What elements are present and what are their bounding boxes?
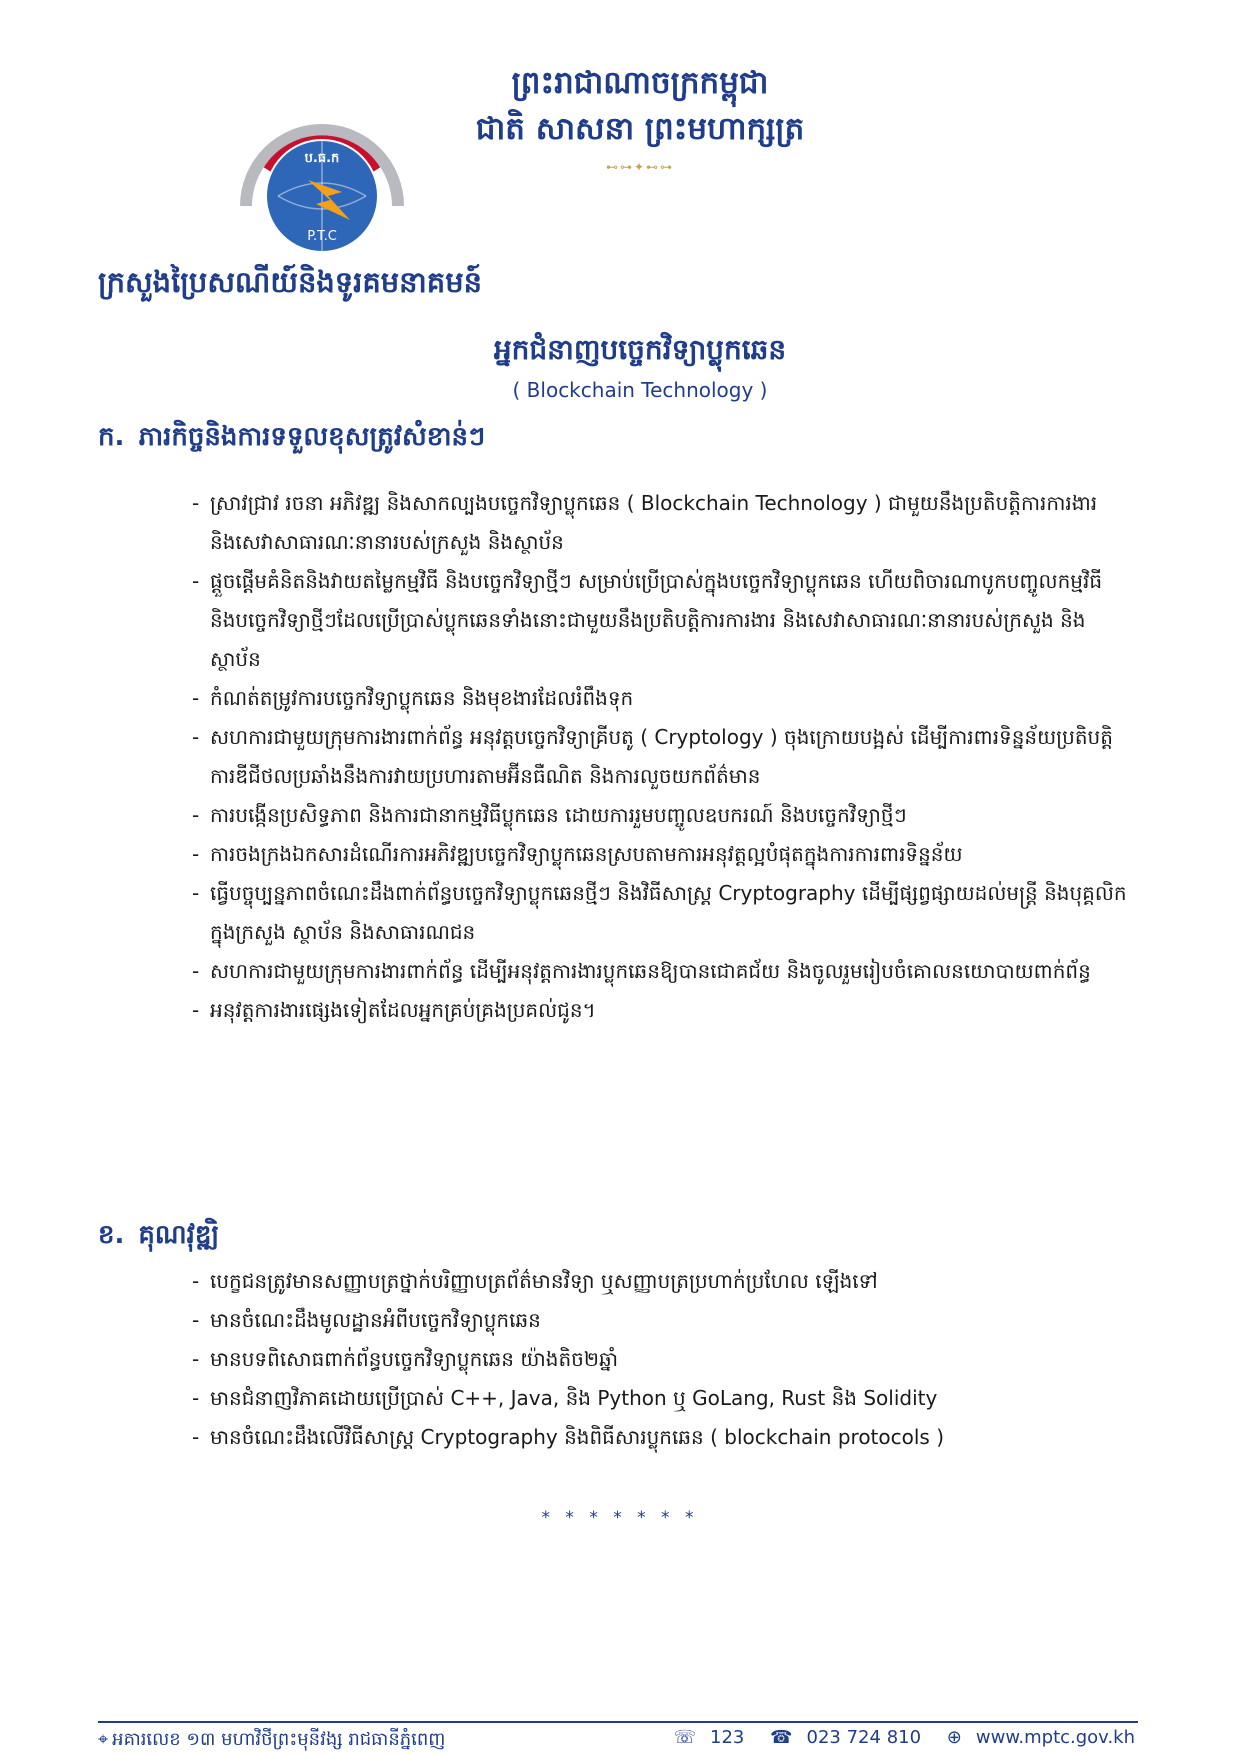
list-item: - មានបទពិសោធពាក់ព័ន្ធបច្ចេកវិទ្យាប្លុកឆេន យ៉ាងតិច២ឆ្នាំ (192, 1340, 1127, 1379)
duties-list (192, 484, 1127, 1030)
location-pin-icon: ⌖ (98, 1729, 109, 1750)
logo-text-bottom: P.T.C (307, 229, 337, 244)
list-item: - មានចំណេះដឹងលើវិធីសាស្ត្រ Cryptography និងពិធីសារប្លុកឆេន ( blockchain protocols ) (192, 1418, 1127, 1457)
title-english: ( Blockchain Technology ) (512, 378, 768, 402)
website-link[interactable]: www.mptc.gov.kh (975, 1727, 1135, 1748)
qualifications-list (192, 1262, 1127, 1457)
ministry-logo (238, 110, 406, 278)
section-title: គុណវុឌ្ឍិ (138, 1220, 220, 1250)
kingdom-motto (440, 60, 840, 174)
list-item: - កំណត់តម្រូវការបច្ចេកវិទ្យាប្លុកឆេន និងមុខងារដែលរំពឹងទុក (192, 679, 1127, 718)
section-letter: ខ. (98, 1220, 125, 1250)
hotline-icon: ☏ (673, 1727, 697, 1748)
list-item: - ផ្តួចផ្តើមគំនិតនិងវាយតម្លៃកម្មវិធី និងបច្ចេកវិទ្យាថ្មីៗ សម្រាប់ប្រើប្រាស់ក្នុងបច្ចេកវិទ្យាប្លុកឆេន ហើយពិចារណាបូកបញ្ចូលកម្មវិធី និងបច្ចេកវិទ្យាថ្មីៗដែលប្រើប្រាស់ប្លុកឆេនទាំងនោះជាមួយនឹងប្រតិបត្តិការការងារ និងសេវាសាធារណៈនានារបស់ក្រសួង និងស្ថាប័ន (192, 562, 1127, 679)
hotline-number: 123 (710, 1727, 745, 1748)
document-title (340, 330, 940, 402)
list-item: - អនុវត្តការងារផ្សេងទៀតដែលអ្នកគ្រប់គ្រងប្រគល់ជូន។ (192, 991, 1127, 1030)
list-item: - បេក្ខជនត្រូវមានសញ្ញាបត្រថ្នាក់បរិញ្ញាបត្រព័ត៌មានវិទ្យា ឬសញ្ញាបត្រប្រហាក់ប្រហែល ឡើងទៅ (192, 1262, 1127, 1301)
phone (760, 1727, 921, 1748)
logo-text-top: ប.ធ.ក (304, 151, 340, 166)
ornament-divider: ⊷⊶✦⊷⊶ (605, 160, 675, 174)
section-duties-heading (98, 420, 485, 458)
phone-number: 023 724 810 (806, 1727, 922, 1748)
list-item: - ស្រាវជ្រាវ រចនា អភិវឌ្ឍ និងសាកល្បងបច្ចេកវិទ្យាប្លុកឆេន ( Blockchain Technology ) ជាមួយនឹងប្រតិបត្តិការការងារ និងសេវាសាធារណៈនានារបស់ក្រសួង និងស្ថាប័ន (192, 484, 1127, 562)
globe-icon: ⊕ (946, 1727, 962, 1748)
list-item: - ការបង្កើនប្រសិទ្ធភាព និងការជានាកម្មវិធីប្លុកឆេន ដោយការរួមបញ្ចូលឧបករណ៍ និងបច្ចេកវិទ្យាថ្មីៗ (192, 796, 1127, 835)
kingdom-line-2: ជាតិ សាសនា ព្រះមហាក្សត្រ (475, 111, 805, 147)
footer-contacts (654, 1727, 1136, 1748)
website[interactable] (937, 1727, 1135, 1748)
list-item: - មានជំនាញវិភាគដោយប្រើប្រាស់ C++, Java, និង Python ឬ GoLang, Rust និង Solidity (192, 1379, 1127, 1418)
hotline (664, 1727, 745, 1748)
list-item: - មានចំណេះដឹងមូលដ្ឋានអំពីបច្ចេកវិទ្យាប្លុកឆេន (192, 1301, 1127, 1340)
section-letter: ក. (98, 422, 125, 452)
section-qualifications-heading (98, 1218, 219, 1256)
list-item: - សហការជាមួយក្រុមការងារពាក់ព័ន្ធ ដើម្បីអនុវត្តការងារប្លុកឆេនឱ្យបានជោគជ័យ និងចូលរួមរៀបចំគោលនយោបាយពាក់ព័ន្ធ (192, 952, 1127, 991)
list-item: - សហការជាមួយក្រុមការងារពាក់ព័ន្ធ អនុវត្តបច្ចេកវិទ្យាគ្រីបតូ ( Cryptology ) ចុងក្រោយបង្អស់ ដើម្បីការពារទិន្នន័យប្រតិបត្តិការឌីជីថលប្រឆាំងនឹងការវាយប្រហារតាមអ៊ីនធឺណិត និងការលួចយកព័ត៌មាន (192, 718, 1127, 796)
footer-address (98, 1727, 445, 1754)
list-item: - ការចងក្រងឯកសារដំណើរការអភិវឌ្ឍបច្ចេកវិទ្យាប្លុកឆេនស្របតាមការអនុវត្តល្អបំផុតក្នុងការការពារទិន្នន័យ (192, 835, 1127, 874)
title-khmer: អ្នកជំនាញបច្ចេកវិទ្យាប្លុកឆេន (493, 333, 787, 366)
phone-icon: ☎ (770, 1727, 793, 1748)
ministry-name: ក្រសួងប្រៃសណីយ៍និងទូរគមនាគមន៍ (98, 265, 483, 299)
address-text: អគារលេខ ១៣ មហាវិថីព្រះមុនីវង្ស រាជធានីភ្នំពេញ (112, 1729, 446, 1750)
end-stars: * * * * * * * (541, 1508, 699, 1528)
section-title: ភារកិច្ចនិងការទទួលខុសត្រូវសំខាន់ៗ (138, 422, 486, 452)
list-item: - ធ្វើបច្ចុប្បន្នភាពចំណេះដឹងពាក់ព័ន្ធបច្ចេកវិទ្យាប្លុកឆេនថ្មីៗ និងវិធីសាស្ត្រ Cryptography ដើម្បីផ្សព្វផ្សាយដល់មន្ត្រី និងបុគ្គលិកក្នុងក្រសួង ស្ថាប័ន និងសាធារណជន (192, 874, 1127, 952)
kingdom-line-1: ព្រះរាជាណាចក្រកម្ពុជា (511, 65, 769, 101)
footer-divider (98, 1721, 1138, 1723)
